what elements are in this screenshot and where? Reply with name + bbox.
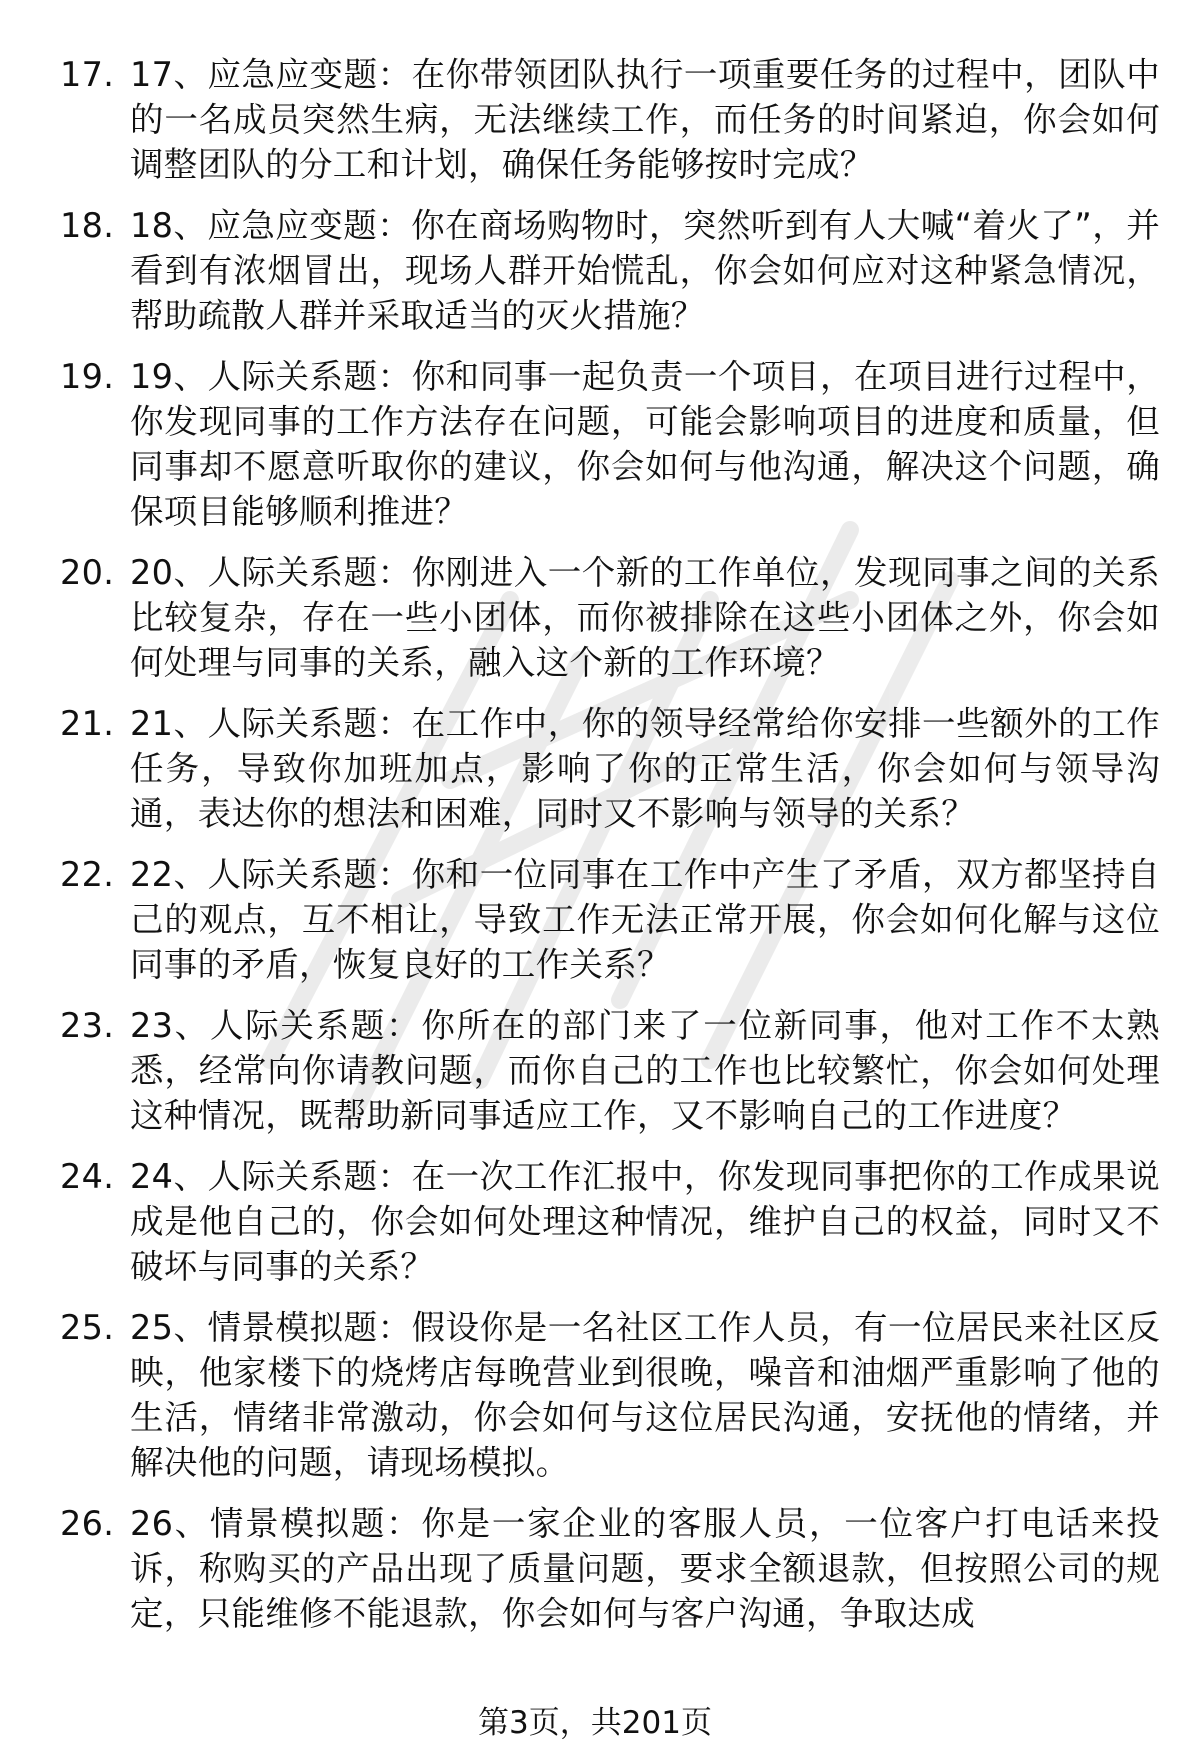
question-number: 21. bbox=[60, 704, 115, 743]
list-item bbox=[60, 1305, 1160, 1485]
page-footer: 第3页，共201页 bbox=[478, 1705, 712, 1741]
question-text: 18、应急应变题：你在商场购物时，突然听到有人大喊“着火了”，并看到有浓烟冒出，现场人群开始慌乱，你会如何应对这种紧急情况，帮助疏散人群并采取适当的灭火措施？ bbox=[130, 206, 1160, 335]
question-text: 21、人际关系题：在工作中，你的领导经常给你安排一些额外的工作任务，导致你加班加点，影响了你的正常生活，你会如何与领导沟通，表达你的想法和困难，同时又不影响与领导的关系？ bbox=[130, 704, 1160, 833]
question-number: 19. bbox=[60, 357, 115, 396]
question-number: 25. bbox=[60, 1308, 115, 1347]
question-text: 22、人际关系题：你和一位同事在工作中产生了矛盾，双方都坚持自己的观点，互不相让，导致工作无法正常开展，你会如何化解与这位同事的矛盾，恢复良好的工作关系？ bbox=[130, 855, 1160, 984]
question-number: 18. bbox=[60, 206, 115, 245]
list-item bbox=[60, 701, 1160, 836]
question-text: 17、应急应变题：在你带领团队执行一项重要任务的过程中，团队中的一名成员突然生病，无法继续工作，而任务的时间紧迫，你会如何调整团队的分工和计划，确保任务能够按时完成？ bbox=[130, 55, 1160, 184]
list-item bbox=[60, 354, 1160, 534]
list-item bbox=[60, 1154, 1160, 1289]
list-item bbox=[60, 1501, 1160, 1636]
list-item bbox=[60, 852, 1160, 987]
list-item bbox=[60, 52, 1160, 187]
list-item bbox=[60, 203, 1160, 338]
question-text: 24、人际关系题：在一次工作汇报中，你发现同事把你的工作成果说成是他自己的，你会如何处理这种情况，维护自己的权益，同时又不破坏与同事的关系？ bbox=[130, 1157, 1160, 1286]
question-text: 25、情景模拟题：假设你是一名社区工作人员，有一位居民来社区反映，他家楼下的烧烤店每晚营业到很晚，噪音和油烟严重影响了他的生活，情绪非常激动，你会如何与这位居民沟通，安抚他的情绪，并解决他的问题，请现场模拟。 bbox=[130, 1308, 1160, 1482]
question-number: 23. bbox=[60, 1006, 115, 1045]
question-text: 26、情景模拟题：你是一家企业的客服人员，一位客户打电话来投诉，称购买的产品出现了质量问题，要求全额退款，但按照公司的规定，只能维修不能退款，你会如何与客户沟通，争取达成 bbox=[130, 1504, 1160, 1633]
question-text: 20、人际关系题：你刚进入一个新的工作单位，发现同事之间的关系比较复杂，存在一些小团体，而你被排除在这些小团体之外，你会如何处理与同事的关系，融入这个新的工作环境？ bbox=[130, 553, 1160, 682]
question-number: 26. bbox=[60, 1504, 115, 1543]
list-item bbox=[60, 550, 1160, 685]
list-item bbox=[60, 1003, 1160, 1138]
question-number: 22. bbox=[60, 855, 115, 894]
question-number: 20. bbox=[60, 553, 115, 592]
question-text: 23、人际关系题：你所在的部门来了一位新同事，他对工作不太熟悉，经常向你请教问题，而你自己的工作也比较繁忙，你会如何处理这种情况，既帮助新同事适应工作，又不影响自己的工作进度？ bbox=[130, 1006, 1160, 1135]
question-number: 24. bbox=[60, 1157, 115, 1196]
question-list bbox=[60, 52, 1160, 1652]
question-text: 19、人际关系题：你和同事一起负责一个项目，在项目进行过程中，你发现同事的工作方法存在问题，可能会影响项目的进度和质量，但同事却不愿意听取你的建议，你会如何与他沟通，解决这个问题，确保项目能够顺利推进？ bbox=[130, 357, 1160, 531]
question-number: 17. bbox=[60, 55, 115, 94]
